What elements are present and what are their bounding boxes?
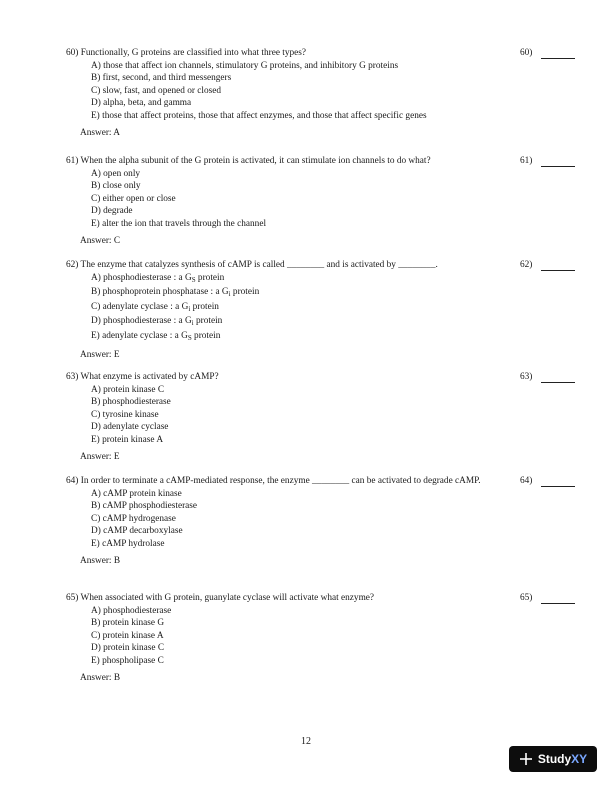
option-subscript: i xyxy=(228,290,231,298)
option-text: either open or close xyxy=(102,193,176,204)
option xyxy=(91,384,606,397)
question-stem: 62) The enzyme that catalyzes synthesis of cAMP is called ________ and is activated by ________. xyxy=(66,260,438,270)
question-number: 61) xyxy=(520,156,533,166)
option-text: cAMP hydrogenase xyxy=(102,513,176,524)
question-64 xyxy=(66,475,606,568)
option-label: B) xyxy=(91,73,101,83)
option-label: E) xyxy=(91,538,100,549)
option-label: B) xyxy=(91,618,101,628)
question-stem: 65) When associated with G protein, guanylate cyclase will activate what enzyme? xyxy=(66,593,375,603)
option-list xyxy=(91,605,606,668)
option-text: alpha, beta, and gamma xyxy=(103,98,192,108)
question-stem: 61) When the alpha subunit of the G protein is activated, it can stimulate ion channels to do what? xyxy=(66,156,431,166)
option-label: A) xyxy=(91,488,101,499)
answer-key: Answer: B xyxy=(80,556,121,566)
option-label: D) xyxy=(91,316,101,326)
option xyxy=(91,218,606,231)
option-text: protein kinase G xyxy=(102,618,165,628)
option-label: B) xyxy=(91,181,101,191)
option-label: C) xyxy=(91,301,101,312)
option xyxy=(91,286,606,301)
option-subscript: S xyxy=(191,275,196,284)
option xyxy=(91,168,606,181)
option-suffix: protein xyxy=(195,272,225,283)
option xyxy=(91,85,606,98)
option-text: adenylate cyclase xyxy=(103,422,169,432)
option-label: D) xyxy=(91,206,101,216)
answer-key: Answer: B xyxy=(80,673,121,683)
option xyxy=(91,72,606,85)
option-text: alter the ion that travels through the channel xyxy=(102,218,267,229)
option xyxy=(91,272,606,287)
answer-blank[interactable] xyxy=(541,270,575,271)
option-suffix: protein xyxy=(230,287,260,297)
answer-key: Answer: C xyxy=(80,236,121,246)
answer-blank[interactable] xyxy=(541,58,575,59)
question-61 xyxy=(66,155,606,248)
option-label: B) xyxy=(91,397,101,407)
option xyxy=(91,110,606,123)
option-label: C) xyxy=(91,630,101,641)
option xyxy=(91,525,606,538)
option-text: phosphodiesterase : a G xyxy=(103,316,192,326)
option xyxy=(91,630,606,643)
question-stem: 63) What enzyme is activated by cAMP? xyxy=(66,372,219,382)
option-suffix: protein xyxy=(190,301,219,312)
option-label: C) xyxy=(91,409,101,420)
option-text: cAMP protein kinase xyxy=(103,488,182,499)
option-list xyxy=(91,384,606,447)
option-text: phospholipase C xyxy=(102,655,164,666)
option xyxy=(91,193,606,206)
option-text: tyrosine kinase xyxy=(102,409,159,420)
option-label: A) xyxy=(91,384,101,395)
option-text: degrade xyxy=(103,206,133,216)
option-label: D) xyxy=(91,422,101,432)
option-label: E) xyxy=(91,110,100,121)
option-label: A) xyxy=(91,60,101,71)
option-text: protein kinase A xyxy=(102,434,164,445)
option xyxy=(91,60,606,73)
brand-accent: XY xyxy=(571,752,588,766)
option xyxy=(91,421,606,434)
option-text: protein kinase A xyxy=(102,630,164,641)
option-list xyxy=(91,272,606,345)
option-label: A) xyxy=(91,168,101,179)
option-label: D) xyxy=(91,526,101,536)
option-list xyxy=(91,488,606,551)
answer-key: Answer: E xyxy=(80,452,120,462)
option xyxy=(91,205,606,218)
option-subscript: i xyxy=(191,319,194,327)
option-text: adenylate cyclase : a G xyxy=(102,301,189,312)
option-text: open only xyxy=(103,168,141,179)
answer-blank[interactable] xyxy=(541,486,575,487)
option-subscript: S xyxy=(187,333,192,342)
question-63 xyxy=(66,371,606,464)
question-number: 65) xyxy=(520,593,533,603)
option xyxy=(91,330,606,345)
option-label: C) xyxy=(91,85,101,96)
question-65 xyxy=(66,592,606,685)
option xyxy=(91,180,606,193)
option xyxy=(91,617,606,630)
option xyxy=(91,500,606,513)
option-label: E) xyxy=(91,330,100,341)
option-list xyxy=(91,60,606,123)
option-text: cAMP decarboxylase xyxy=(103,526,183,536)
option xyxy=(91,605,606,618)
option-label: D) xyxy=(91,643,101,653)
option-label: A) xyxy=(91,272,101,283)
option-suffix: protein xyxy=(193,316,223,326)
option-list xyxy=(91,168,606,231)
option-label: B) xyxy=(91,501,101,511)
answer-blank[interactable] xyxy=(541,603,575,604)
option-text: first, second, and third messengers xyxy=(102,73,232,83)
option-text: protein kinase C xyxy=(103,643,165,653)
option-label: C) xyxy=(91,513,101,524)
option-label: E) xyxy=(91,655,100,666)
option-text: those that affect proteins, those that affect enzymes, and those that affect specific genes xyxy=(102,110,427,121)
question-62 xyxy=(66,259,606,362)
option xyxy=(91,642,606,655)
question-number: 60) xyxy=(520,48,533,58)
option-text: cAMP phosphodiesterase xyxy=(102,501,198,511)
option-text: phosphodiesterase xyxy=(103,605,172,616)
question-stem: 64) In order to terminate a cAMP-mediated response, the enzyme ________ can be activated to degrade cAMP. xyxy=(66,476,481,486)
question-stem: 60) Functionally, G proteins are classified into what three types? xyxy=(66,48,307,58)
option-label: E) xyxy=(91,218,100,229)
option-text: those that affect ion channels, stimulatory G proteins, and inhibitory G proteins xyxy=(103,60,399,71)
option-text: slow, fast, and opened or closed xyxy=(102,85,222,96)
option-suffix: protein xyxy=(191,330,221,341)
option-label: D) xyxy=(91,98,101,108)
option-text: cAMP hydrolase xyxy=(102,538,165,549)
question-number: 63) xyxy=(520,372,533,382)
option-text: protein kinase C xyxy=(103,384,165,395)
option xyxy=(91,513,606,526)
option-text: adenylate cyclase : a G xyxy=(102,330,188,341)
option-subscript: i xyxy=(188,304,191,313)
question-60 xyxy=(66,47,606,140)
answer-key: Answer: A xyxy=(80,128,121,138)
option-text: phosphoprotein phosphatase : a G xyxy=(102,287,229,297)
option xyxy=(91,655,606,668)
brand-main: Study xyxy=(537,752,572,766)
option xyxy=(91,315,606,330)
page-number: 12 xyxy=(301,736,311,747)
question-number: 62) xyxy=(520,260,533,270)
option xyxy=(91,409,606,422)
option-label: E) xyxy=(91,434,100,445)
option xyxy=(91,488,606,501)
answer-blank[interactable] xyxy=(541,382,575,383)
option-text: phosphodiesterase : a G xyxy=(103,272,192,283)
option-label: A) xyxy=(91,605,101,616)
option xyxy=(91,301,606,316)
option-text: phosphodiesterase xyxy=(102,397,171,407)
option xyxy=(91,97,606,110)
option xyxy=(91,434,606,447)
option xyxy=(91,396,606,409)
option-label: B) xyxy=(91,287,101,297)
studyxy-logo[interactable] xyxy=(509,746,597,772)
answer-key: Answer: E xyxy=(80,350,120,360)
question-number: 64) xyxy=(520,476,533,486)
answer-blank[interactable] xyxy=(541,166,575,167)
option-text: close only xyxy=(102,181,141,191)
option-label: C) xyxy=(91,193,101,204)
option xyxy=(91,538,606,551)
plus-icon xyxy=(519,752,533,766)
